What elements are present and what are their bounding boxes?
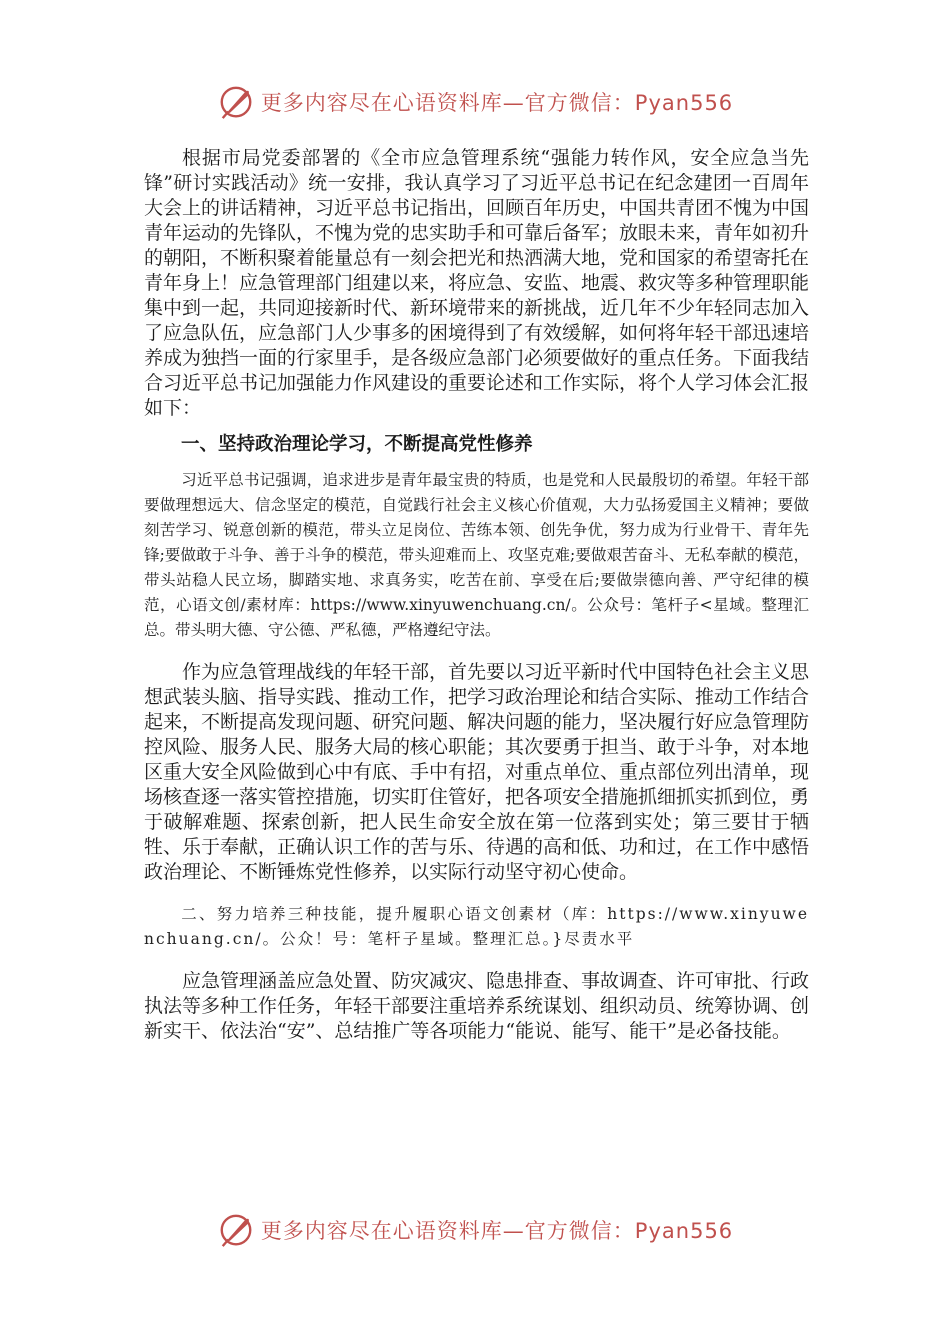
quill-logo-icon [217,1211,255,1249]
intro-paragraph: 根据市局党委部署的《全市应急管理系统“强能力转作风，安全应急当先锋”研讨实践活动》统一安排，我认真学习了习近平总书记在纪念建团一百周年大会上的讲话精神，习近平总书记指出，回顾百年历史，中国共青团不愧为中国青年运动的先锋队，不愧为党的忠实助手和可靠后备军；放眼未来，青年如初升的朝阳，不断积聚着能量总有一刻会把光和热洒满大地，党和国家的希望寄托在青年身上！应急管理部门组建以来，将应急、安监、地震、救灾等多种管理职能集中到一起，共同迎接新时代、新环境带来的新挑战，近几年不少年轻同志加入了应急队伍，应急部门人少事多的困境得到了有效缓解，如何将年轻干部迅速培养成为独挡一面的行家里手，是各级应急部门必须要做好的重点任务。下面我结合习近平总书记加强能力作风建设的重要论述和工作实际，将个人学习体会汇报如下： [144,147,810,419]
section-heading-1: 一、坚持政治理论学习，不断提高党性修养 [181,434,533,455]
document-body [144,146,809,1044]
watermark-banner-bottom [0,1210,950,1250]
quill-logo-icon [217,83,255,121]
section2-paragraph-1: 应急管理涵盖应急处置、防灾减灾、隐患排查、事故调查、许可审批、行政执法等多种工作任务，年轻干部要注重培养系统谋划、组织动员、统筹协调、创新实干、依法治“安”、总结推广等各项能力“能说、能写、能干”是必备技能。 [144,970,810,1042]
section1-paragraph-2: 作为应急管理战线的年轻干部，首先要以习近平新时代中国特色社会主义思想武装头脑、指导实践、推动工作，把学习政治理论和结合实际、推动工作结合起来，不断提高发现问题、研究问题、解决问题的能力，坚决履行好应急管理防控风险、服务人民、服务大局的核心职能；其次要勇于担当、敢于斗争，对本地区重大安全风险做到心中有底、手中有招，对重点单位、重点部位列出清单，现场核查逐一落实管控措施，切实盯住管好，把各项安全措施抓细抓实抓到位，勇于破解难题、探索创新，把人民生命安全放在第一位落到实处；第三要甘于牺牲、乐于奉献，正确认识工作的苦与乐、待遇的高和低、功和过，在工作中感悟政治理论、不断锤炼党性修养，以实际行动坚守初心使命。 [144,661,810,883]
watermark-text: 更多内容尽在心语资料库—官方微信：Pyan556 [260,91,734,115]
watermark-text: 更多内容尽在心语资料库—官方微信：Pyan556 [260,1219,734,1243]
section-heading-2: 二、努力培养三种技能，提升履职心语文创素材（库：https://www.xinyuwenchuang.cn/。公众！号：笔杆子星域。整理汇总。}尽责水平 [144,905,809,948]
section1-paragraph-1: 习近平总书记强调，追求进步是青年最宝贵的特质，也是党和人民最殷切的希望。年轻干部要做理想远大、信念坚定的模范，自觉践行社会主义核心价值观，大力弘扬爱国主义精神；要做刻苦学习、锐意创新的模范，带头立足岗位、苦练本领、创先争优，努力成为行业骨干、青年先锋;要做敢于斗争、善于斗争的模范，带头迎难而上、攻坚克难;要做艰苦奋斗、无私奉献的模范，带头站稳人民立场，脚踏实地、求真务实，吃苦在前、享受在后;要做崇德向善、严守纪律的模范，心语文创/素材库：https://www.xinyuwenchuang.cn/。公众号：笔杆子<星域。整理汇总。带头明大德、守公德、严私德，严格遵纪守法。 [144,471,809,639]
watermark-banner-top [0,82,950,122]
